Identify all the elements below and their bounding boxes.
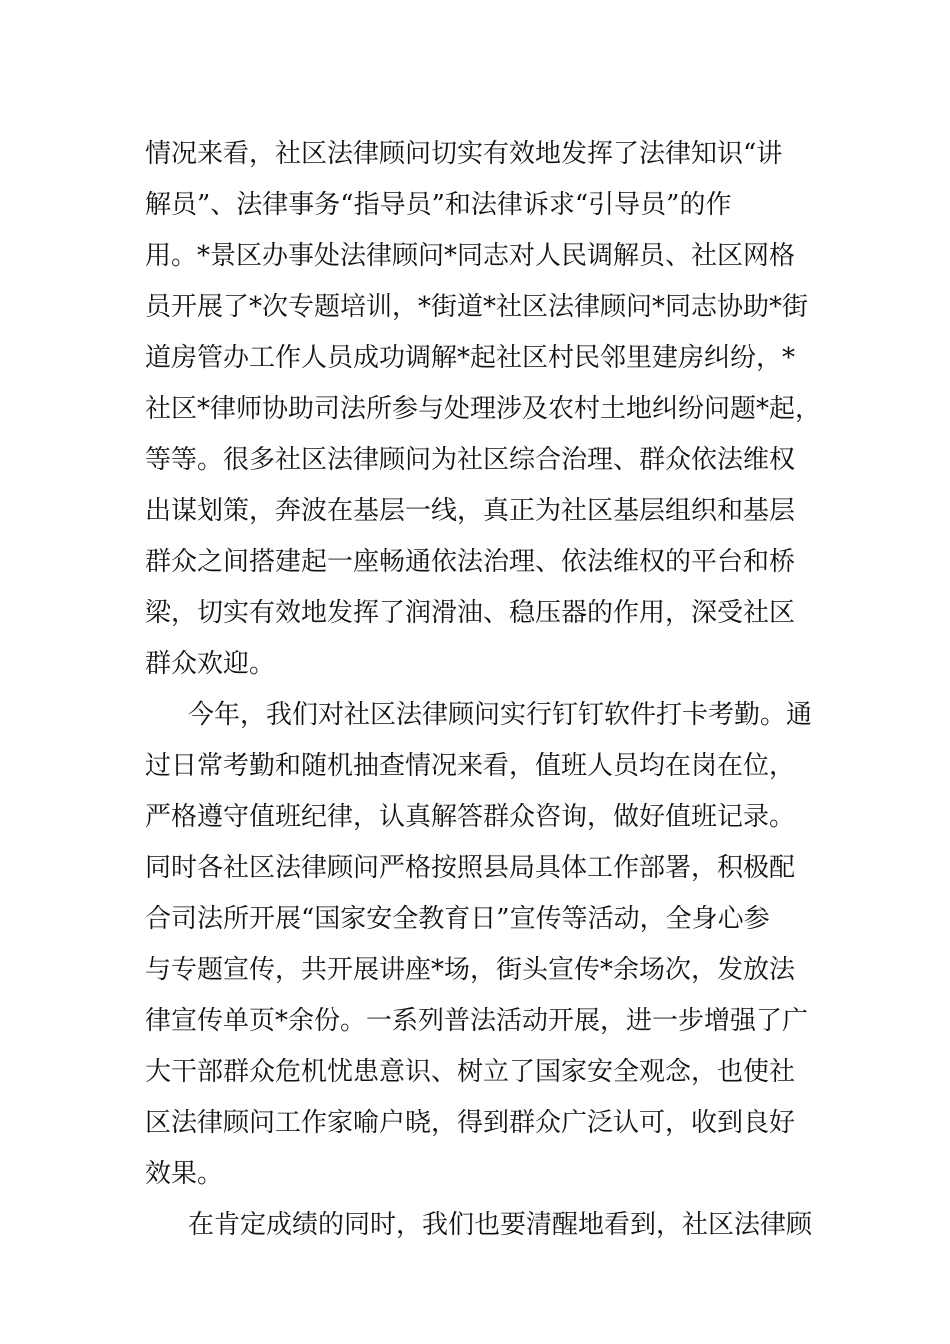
paragraph-line: 区法律顾问工作家喻户晓，得到群众广泛认可，收到良好 bbox=[145, 1108, 796, 1138]
paragraph-line: 律宣传单页*余份。一系列普法活动开展，进一步增强了广 bbox=[145, 1006, 809, 1036]
paragraph-line: 在肯定成绩的同时，我们也要清醒地看到，社区法律顾 bbox=[188, 1210, 813, 1240]
paragraph-line: 用。*景区办事处法律顾问*同志对人民调解员、社区网格 bbox=[145, 241, 796, 271]
paragraph-3 bbox=[145, 1200, 845, 1251]
paragraph-line: 道房管办工作人员成功调解*起社区村民邻里建房纠纷，* bbox=[145, 343, 796, 373]
paragraph-line: 情况来看，社区法律顾问切实有效地发挥了法律知识“讲 bbox=[145, 139, 783, 169]
paragraph-line: 今年，我们对社区法律顾问实行钉钉软件打卡考勤。通 bbox=[188, 700, 813, 730]
paragraph-2 bbox=[145, 690, 845, 1200]
paragraph-line: 群众之间搭建起一座畅通依法治理、依法维权的平台和桥 bbox=[145, 547, 796, 577]
paragraph-line: 等等。很多社区法律顾问为社区综合治理、群众依法维权 bbox=[145, 445, 796, 475]
paragraph-1 bbox=[145, 129, 845, 690]
paragraph-line: 梁，切实有效地发挥了润滑油、稳压器的作用，深受社区 bbox=[145, 598, 796, 628]
paragraph-line: 大干部群众危机忧患意识、树立了国家安全观念，也使社 bbox=[145, 1057, 796, 1087]
paragraph-line: 员开展了*次专题培训，*街道*社区法律顾问*同志协助*街 bbox=[145, 292, 809, 322]
paragraph-line: 出谋划策，奔波在基层一线，真正为社区基层组织和基层 bbox=[145, 496, 796, 526]
paragraph-line: 与专题宣传，共开展讲座*场，街头宣传*余场次，发放法 bbox=[145, 955, 796, 985]
paragraph-line: 解员”、法律事务“指导员”和法律诉求“引导员”的作 bbox=[145, 190, 732, 220]
paragraph-line: 过日常考勤和随机抽查情况来看，值班人员均在岗在位， bbox=[145, 751, 796, 781]
paragraph-line: 严格遵守值班纪律，认真解答群众咨询，做好值班记录。 bbox=[145, 802, 796, 832]
paragraph-line: 社区*律师协助司法所参与处理涉及农村土地纠纷问题*起， bbox=[145, 394, 822, 424]
paragraph-line: 群众欢迎。 bbox=[145, 649, 276, 679]
document-body bbox=[145, 129, 845, 1251]
paragraph-line: 同时各社区法律顾问严格按照县局具体工作部署，积极配 bbox=[145, 853, 796, 883]
paragraph-line: 效果。 bbox=[145, 1159, 224, 1189]
paragraph-line: 合司法所开展“国家安全教育日”宣传等活动，全身心参 bbox=[145, 904, 770, 934]
